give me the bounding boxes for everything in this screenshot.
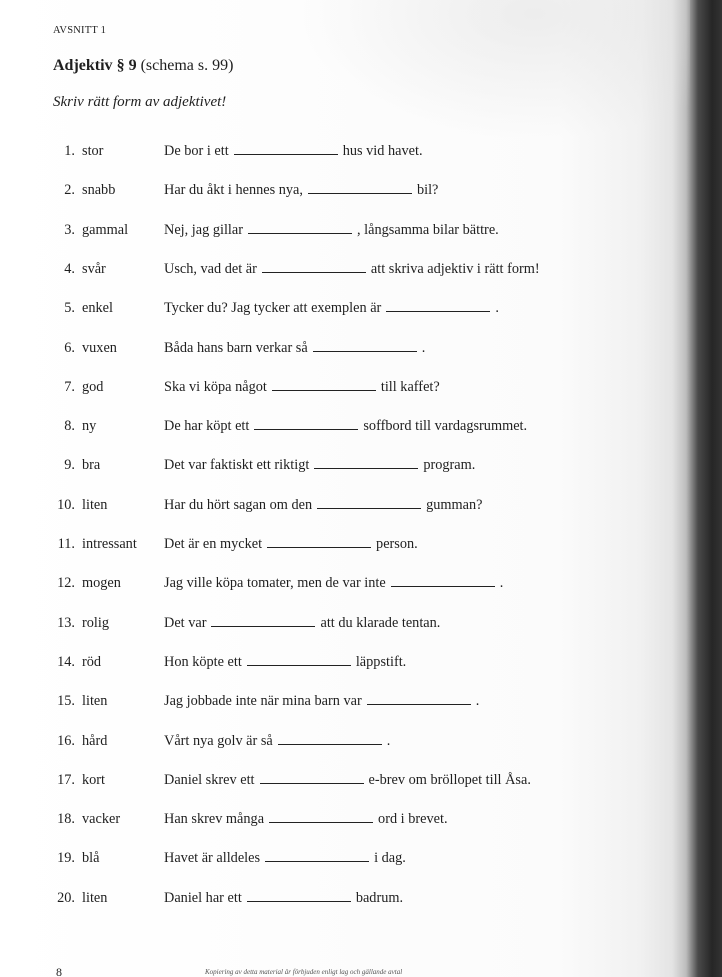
exercise-number: 1. bbox=[64, 143, 75, 159]
exercise-adjective: enkel bbox=[82, 300, 113, 317]
exercise-number: 17. bbox=[57, 771, 75, 788]
sentence-before-blank: Tycker du? Jag tycker att exemplen är bbox=[164, 300, 382, 317]
answer-blank[interactable] bbox=[267, 536, 371, 548]
sentence-after-blank: soffbord till vardagsrummet. bbox=[363, 418, 528, 435]
exercise-adjective: gammal bbox=[82, 221, 129, 238]
exercise-number: 10. bbox=[57, 496, 75, 513]
exercise-row bbox=[0, 654, 660, 676]
exercise-adjective: liten bbox=[82, 496, 108, 513]
exercise-row bbox=[0, 379, 660, 401]
page-number: 8 bbox=[56, 965, 62, 977]
sentence-after-blank: i dag. bbox=[374, 850, 406, 867]
sentence-after-blank: , långsamma bilar bättre. bbox=[357, 221, 499, 238]
exercise-row bbox=[0, 615, 660, 637]
exercise-row bbox=[0, 772, 660, 794]
sentence-after-blank: e-brev om bröllopet till Åsa. bbox=[368, 771, 531, 788]
exercise-sentence bbox=[164, 379, 440, 396]
exercise-row bbox=[0, 497, 660, 519]
footer-note: Kopiering av detta material är förbjuden enligt lag och gällande avtal bbox=[205, 968, 403, 976]
exercise-number: 3. bbox=[64, 221, 75, 238]
sentence-after-blank: till kaffet? bbox=[380, 378, 440, 395]
sentence-after-blank: bil? bbox=[416, 182, 439, 199]
answer-blank[interactable] bbox=[247, 654, 351, 666]
exercise-row bbox=[0, 182, 660, 204]
exercise-row bbox=[0, 575, 660, 597]
exercise-number: 5. bbox=[64, 300, 75, 317]
exercise-adjective: hård bbox=[82, 732, 108, 749]
answer-blank[interactable] bbox=[308, 182, 412, 194]
exercise-heading bbox=[53, 57, 233, 75]
exercise-adjective: röd bbox=[82, 653, 102, 670]
exercise-sentence bbox=[164, 654, 406, 671]
exercise-number: 9. bbox=[64, 457, 75, 474]
exercise-sentence bbox=[164, 733, 390, 750]
exercise-sentence bbox=[164, 143, 423, 160]
sentence-before-blank: De har köpt ett bbox=[164, 418, 250, 435]
exercise-adjective: ny bbox=[82, 418, 97, 435]
exercise-row bbox=[0, 811, 660, 833]
exercise-number: 4. bbox=[64, 260, 75, 277]
exercise-sentence bbox=[164, 261, 540, 278]
exercise-adjective: vuxen bbox=[82, 339, 117, 356]
exercise-number: 2. bbox=[64, 182, 75, 199]
exercise-number: 6. bbox=[64, 339, 75, 356]
sentence-before-blank: Nej, jag gillar bbox=[164, 221, 244, 238]
heading-paragraph: § 9 bbox=[116, 57, 137, 74]
sentence-before-blank: Det är en mycket bbox=[164, 536, 263, 552]
exercise-sentence bbox=[164, 811, 448, 828]
exercise-adjective: rolig bbox=[82, 614, 110, 631]
sentence-after-blank: att du klarade tentan. bbox=[320, 614, 441, 631]
exercise-number: 18. bbox=[57, 811, 75, 828]
answer-blank[interactable] bbox=[211, 615, 315, 627]
answer-blank[interactable] bbox=[391, 575, 495, 587]
sentence-after-blank: . bbox=[495, 300, 499, 317]
exercise-row bbox=[0, 536, 660, 558]
sentence-before-blank: Jag jobbade inte när mina barn var bbox=[164, 693, 362, 710]
sentence-after-blank: läppstift. bbox=[355, 653, 407, 670]
answer-blank[interactable] bbox=[269, 811, 373, 823]
answer-blank[interactable] bbox=[386, 300, 490, 312]
sentence-before-blank: Hon köpte ett bbox=[164, 653, 242, 670]
exercise-number: 19. bbox=[57, 850, 75, 867]
exercise-number: 8. bbox=[64, 418, 75, 435]
exercise-number: 20. bbox=[57, 889, 75, 906]
exercise-number: 13. bbox=[57, 614, 75, 631]
answer-blank[interactable] bbox=[254, 418, 358, 430]
section-label: AVSNITT 1 bbox=[53, 25, 107, 36]
sentence-after-blank: . bbox=[386, 732, 391, 749]
exercise-sentence bbox=[164, 418, 527, 435]
sentence-after-blank: gumman? bbox=[426, 496, 483, 513]
exercise-row bbox=[0, 222, 660, 244]
exercise-row bbox=[0, 733, 660, 755]
answer-blank[interactable] bbox=[247, 890, 351, 902]
exercise-sentence bbox=[164, 850, 406, 867]
heading-reference: (schema s. 99) bbox=[140, 57, 234, 74]
exercise-number: 11. bbox=[57, 536, 75, 552]
exercise-number: 7. bbox=[64, 378, 75, 395]
sentence-before-blank: Det var faktiskt ett riktigt bbox=[164, 457, 310, 474]
exercise-row bbox=[0, 418, 660, 440]
sentence-before-blank: Vårt nya golv är så bbox=[164, 732, 273, 749]
answer-blank[interactable] bbox=[260, 772, 364, 784]
exercise-row bbox=[0, 693, 660, 715]
exercise-adjective: intressant bbox=[82, 536, 137, 552]
answer-blank[interactable] bbox=[317, 497, 421, 509]
exercise-adjective: liten bbox=[82, 693, 108, 710]
sentence-before-blank: Han skrev många bbox=[164, 811, 265, 828]
answer-blank[interactable] bbox=[234, 143, 338, 155]
exercise-adjective: kort bbox=[82, 771, 106, 788]
page-glare bbox=[300, 0, 690, 140]
exercise-adjective: liten bbox=[82, 889, 108, 906]
answer-blank[interactable] bbox=[367, 693, 471, 705]
sentence-after-blank: . bbox=[421, 339, 426, 356]
sentence-before-blank: Havet är alldeles bbox=[164, 850, 261, 867]
answer-blank[interactable] bbox=[314, 457, 418, 469]
sentence-before-blank: De bor i ett bbox=[164, 143, 229, 159]
instruction: Skriv rätt form av adjektivet! bbox=[53, 94, 227, 110]
exercise-row bbox=[0, 457, 660, 479]
sentence-before-blank: Ska vi köpa något bbox=[164, 378, 267, 395]
exercise-number: 15. bbox=[57, 693, 75, 710]
exercise-adjective: snabb bbox=[82, 182, 116, 199]
sentence-after-blank: . bbox=[499, 575, 504, 592]
exercise-sentence bbox=[164, 340, 425, 357]
exercise-adjective: bra bbox=[82, 457, 101, 474]
sentence-after-blank: badrum. bbox=[355, 889, 404, 906]
exercise-row bbox=[0, 300, 660, 322]
exercise-number: 16. bbox=[57, 732, 75, 749]
sentence-after-blank: person. bbox=[376, 536, 418, 552]
exercise-adjective: blå bbox=[82, 850, 100, 867]
exercise-sentence bbox=[164, 693, 479, 710]
exercise-sentence bbox=[164, 536, 418, 553]
sentence-after-blank: att skriva adjektiv i rätt form! bbox=[370, 260, 540, 277]
exercise-number: 12. bbox=[57, 575, 75, 592]
answer-blank[interactable] bbox=[262, 261, 366, 273]
exercise-row bbox=[0, 261, 660, 283]
exercise-sentence bbox=[164, 497, 482, 514]
exercise-adjective: stor bbox=[82, 143, 104, 159]
exercise-adjective: vacker bbox=[82, 811, 121, 828]
exercise-row bbox=[0, 850, 660, 872]
exercise-sentence bbox=[164, 575, 503, 592]
exercise-sentence bbox=[164, 300, 499, 317]
exercise-adjective: god bbox=[82, 378, 104, 395]
answer-blank[interactable] bbox=[248, 222, 352, 234]
exercise-row bbox=[0, 340, 660, 362]
sentence-before-blank: Usch, vad det är bbox=[164, 260, 257, 277]
sentence-before-blank: Jag ville köpa tomater, men de var inte bbox=[164, 575, 386, 592]
exercise-sentence bbox=[164, 457, 475, 474]
sentence-before-blank: Båda hans barn verkar så bbox=[164, 339, 308, 356]
exercise-sentence bbox=[164, 890, 403, 907]
exercise-adjective: mogen bbox=[82, 575, 121, 592]
exercise-row bbox=[0, 890, 660, 912]
exercise-number: 14. bbox=[57, 653, 75, 670]
answer-blank[interactable] bbox=[313, 340, 417, 352]
sentence-after-blank: . bbox=[475, 693, 480, 710]
answer-blank[interactable] bbox=[278, 733, 382, 745]
sentence-before-blank: Har du åkt i hennes nya, bbox=[164, 182, 303, 199]
sentence-before-blank: Daniel har ett bbox=[164, 889, 242, 906]
exercise-row bbox=[0, 143, 660, 165]
answer-blank[interactable] bbox=[265, 850, 369, 862]
sentence-before-blank: Det var bbox=[164, 614, 207, 631]
exercise-adjective: svår bbox=[82, 260, 106, 277]
exercise-sentence bbox=[164, 222, 499, 239]
exercise-sentence bbox=[164, 772, 531, 789]
heading-title: Adjektiv bbox=[53, 57, 113, 74]
exercise-sentence bbox=[164, 182, 438, 199]
answer-blank[interactable] bbox=[272, 379, 376, 391]
sentence-after-blank: program. bbox=[423, 457, 476, 474]
sentence-before-blank: Har du hört sagan om den bbox=[164, 496, 313, 513]
sentence-after-blank: ord i brevet. bbox=[378, 811, 448, 828]
sentence-after-blank: hus vid havet. bbox=[342, 143, 423, 159]
sentence-before-blank: Daniel skrev ett bbox=[164, 771, 255, 788]
exercise-sentence bbox=[164, 615, 440, 632]
